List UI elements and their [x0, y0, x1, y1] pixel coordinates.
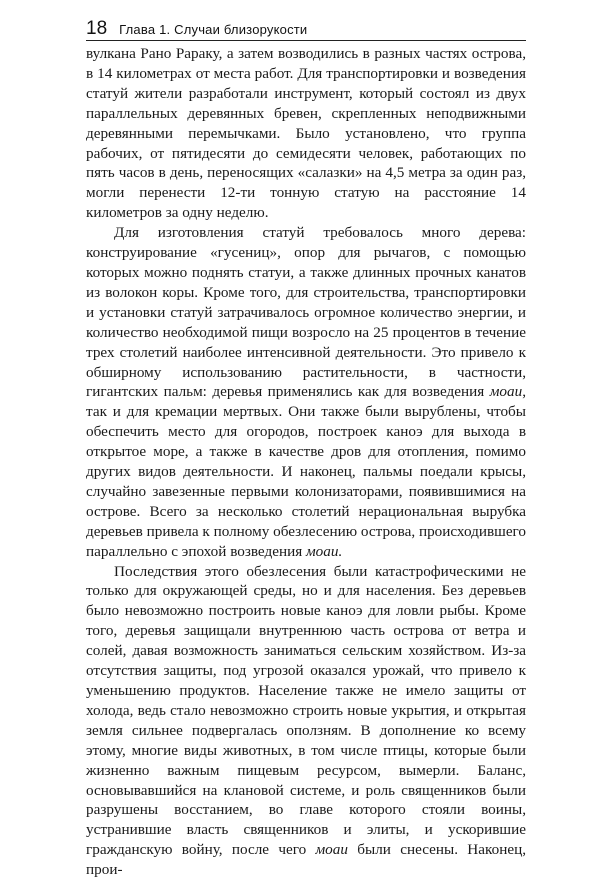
- text-run: Для изготовления статуй требовалось много дерева: конструирование «гусениц», опор для рычагов, с помощью которых можно поднять статуи, а также длинных прочных канатов из волокон коры. Кроме того, для строительства, транспортировки и установки статуй затрачивалось огромное количество энергии, и количество необходимой пищи возросло на 25 процентов в течение трех столетий наиболее интенсивной деятельности. Это привело к обширному использованию растительности, в частности, гигантских пальм: деревья применялись как для возведения: [86, 224, 526, 401]
- text-run: вулкана Рано Рараку, а затем возводились в разных частях острова, в 14 километрах от места работ. Для транспортировки и возведения статуй жители разработали инструмент, который состоял из двух параллельных деревянных бревен, скрепленных неподвижными деревянными перемычками. Было установлено, что группа рабочих, от пятидесяти до семидесяти человек, работающих по пять часов в день, переносящих «салазки» на 4,5 метра за один раз, могли перенести 12-ти тонную статую на расстояние 14 километров за одну неделю.: [86, 45, 526, 222]
- italic-term: моаи: [489, 383, 523, 401]
- text-run: были снесены. Наконец, прои-: [86, 841, 526, 879]
- running-title: Глава 1. Случаи близорукости: [119, 22, 308, 37]
- text-run: Последствия этого обезлесения были катастрофическими не только для окружающей среды, но и для населения. Без деревьев было невозможно построить новые каноэ для ловли рыбы. Кроме того, деревья защищали внутреннюю часть острова от ветра и солей, давая возможность заниматься сельским хозяйством. Из-за отсутствия защиты, под угрозой оказался урожай, что привело к уменьшению продуктов. Население также не имело защиты от холода, ведь стало невозможно строить новые укрытия, и открытая земля сильнее подвергалась оползням. В дополнение ко всему этому, многие виды животных, в том числе птицы, которые были жизненно важным пищевым ресурсом, вымерли. Баланс, основывавшийся на клановой системе, и роль священников были разрушены восстанием, во главе которого стояли воины, устранившие власть священников и элиты, и ускорившие гражданскую войну, после чего: [86, 562, 526, 859]
- body-text: [86, 44, 526, 880]
- page-header: [86, 14, 526, 40]
- italic-term: моаи: [315, 841, 348, 859]
- paragraph-2: [86, 223, 526, 561]
- page-number: 18: [86, 18, 108, 39]
- italic-term: моаи.: [305, 542, 343, 560]
- paragraph-3: [86, 562, 526, 880]
- header-rule: [86, 40, 526, 41]
- text-run: , так и для кремации мертвых. Они также были вырублены, чтобы обеспечить место для огородов, построек каноэ для выхода в открытое море, а также в качестве дров для отопления, помимо других видов деятельности. И наконец, пальмы поедали крысы, случайно завезенные первыми колонизаторами, появившимися на острове. Всего за несколько столетий нерациональная вырубка деревьев привела к полному обезлесению острова, происходившего параллельно с эпохой возведения: [86, 383, 527, 560]
- paragraph-1: [86, 44, 526, 223]
